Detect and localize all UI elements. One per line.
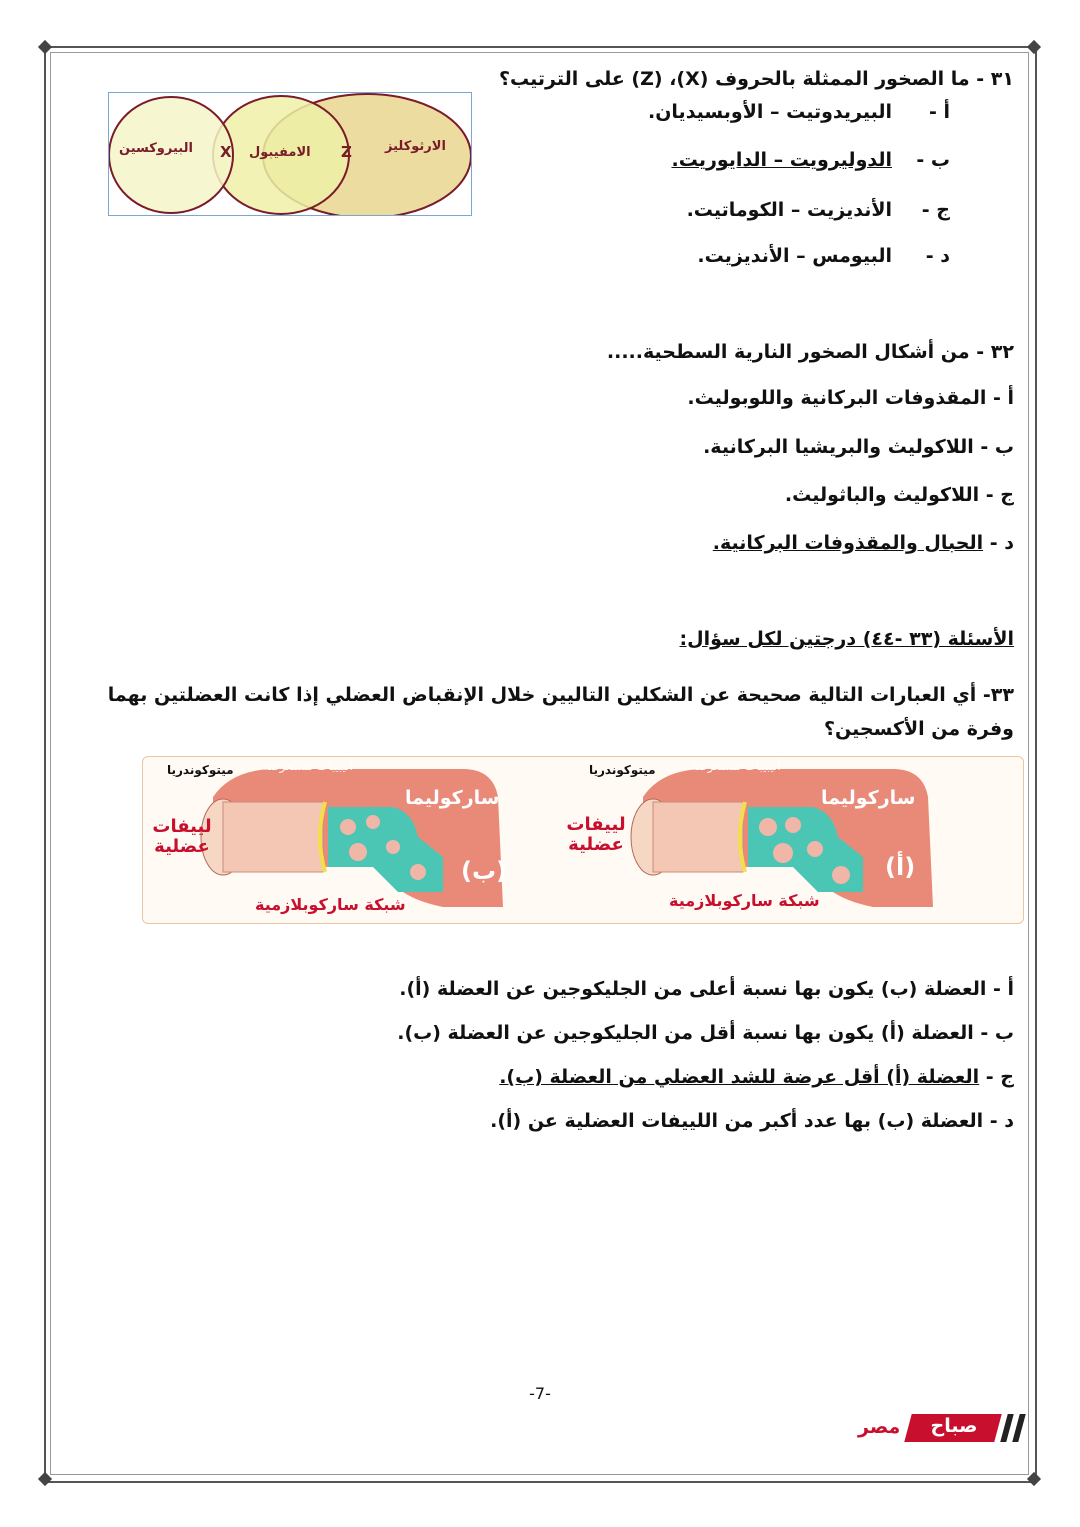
venn-letter-z: Z: [341, 143, 352, 161]
option-letter: ب -: [916, 149, 950, 171]
venn-label-pyroxene: البيروكسين: [119, 141, 193, 156]
option-letter: ج -: [921, 199, 950, 221]
muscle-b-fibrils: [223, 802, 323, 872]
logo-sub-text: مصر: [858, 1416, 901, 1438]
q33-question: ٣٣- أي العبارات التالية صحيحة عن الشكلين التاليين خلال الإنقباض العضلي إذا كانت العضلتين بهما وفرة من الأكسجين؟: [107, 684, 1014, 740]
q33-option-a[interactable]: [399, 978, 1014, 1000]
mito-dot: [759, 818, 777, 836]
option-letter: د -: [989, 1110, 1014, 1132]
brand-logo: [858, 1414, 1026, 1446]
section-header: الأسئلة (٣٣ -٤٤) درجتين لكل سؤال:: [679, 628, 1014, 650]
q32-question: ٣٢ - من أشكال الصخور النارية السطحية.....: [606, 341, 1014, 363]
option-letter: ج -: [985, 1066, 1014, 1088]
option-letter: ب -: [980, 1022, 1014, 1044]
label-reticulum-b: شبكة ساركوبلازمية: [255, 895, 406, 914]
label-fibrils-a: لييفات عضلية: [566, 814, 626, 855]
option-text: الدوليرويت – الدايوريت.: [671, 149, 892, 171]
option-text: اللاكوليث والباثوليث.: [784, 484, 980, 506]
muscle-figure: [142, 756, 1024, 924]
q32-option-d[interactable]: [713, 532, 1014, 554]
label-muscle-a: (أ): [885, 853, 916, 881]
option-text: الأنديزيت – الكوماتيت.: [686, 199, 892, 221]
option-text: الحبال والمقذوفات البركانية.: [712, 532, 984, 554]
q31-question: ٣١ - ما الصخور الممثلة بالحروف (X)، (Z) على الترتيب؟: [499, 68, 1014, 90]
q32-option-c[interactable]: [785, 484, 1014, 506]
page-number: -7-: [529, 1384, 551, 1403]
mito-dot: [349, 843, 367, 861]
q32-option-a[interactable]: [687, 387, 1014, 409]
label-muscle-b: (ب): [461, 857, 508, 885]
logo-bar: [1012, 1414, 1026, 1442]
mito-dot: [386, 840, 400, 854]
logo-brand-text: صباح: [930, 1415, 978, 1437]
mito-dot: [340, 819, 356, 835]
q33-option-b[interactable]: [397, 1022, 1014, 1044]
q33-option-d[interactable]: [490, 1110, 1014, 1132]
label-fibrils-b: لييفات عضلية: [152, 816, 212, 857]
option-letter: د -: [989, 532, 1014, 554]
mito-dot: [773, 843, 793, 863]
label-tubules-b: أنيبيبات مستعرضة: [263, 759, 353, 773]
option-text: العضلة (أ) أقل عرضة للشد العضلي من العضلة (ب).: [499, 1066, 980, 1088]
mito-dot: [366, 815, 380, 829]
label-mito-a: ميتوكوندريا: [589, 763, 656, 777]
venn-diagram: [108, 92, 472, 216]
option-text: البيريدوتيت – الأوبسيديان.: [647, 101, 892, 123]
option-letter: أ -: [992, 978, 1014, 1000]
q32-option-b[interactable]: [703, 436, 1014, 458]
option-text: البيومس – الأنديزيت.: [697, 245, 892, 267]
venn-label-orthoclase: الارثوكليز: [385, 139, 446, 154]
muscle-a-fibrils: [653, 802, 743, 872]
q33-option-c[interactable]: [499, 1066, 1014, 1088]
q31-option-a[interactable]: [648, 101, 950, 123]
mito-dot: [832, 866, 850, 884]
label-sarcolemma-a: ساركوليما: [821, 787, 916, 809]
q31-option-d[interactable]: [697, 245, 950, 267]
option-letter: أ -: [928, 101, 950, 123]
option-text: اللاكوليث والبريشيا البركانية.: [703, 436, 974, 458]
q31-option-b[interactable]: [671, 149, 950, 171]
mito-dot: [785, 817, 801, 833]
label-mito-b: ميتوكوندريا: [167, 763, 234, 777]
mito-dot: [410, 864, 426, 880]
option-text: العضلة (ب) بها عدد أكبر من اللييفات العضلية عن (أ).: [490, 1110, 984, 1132]
option-text: العضلة (ب) يكون بها نسبة أعلى من الجليكوجين عن العضلة (أ).: [399, 978, 987, 1000]
option-letter: د -: [925, 245, 950, 267]
label-tubules-a: أنيبيبات مستعرضة: [691, 759, 781, 773]
option-letter: ب -: [980, 436, 1014, 458]
option-letter: ج -: [985, 484, 1014, 506]
venn-letter-x: X: [220, 143, 232, 161]
logo-bar: [1000, 1414, 1014, 1442]
label-reticulum-a: شبكة ساركوبلازمية: [669, 891, 820, 910]
venn-label-amphibole: الامفيبول: [249, 145, 311, 160]
option-text: المقذوفات البركانية واللوبوليث.: [687, 387, 987, 409]
option-letter: أ -: [992, 387, 1014, 409]
option-text: العضلة (أ) يكون بها نسبة أقل من الجليكوجين عن العضلة (ب).: [397, 1022, 974, 1044]
mito-dot: [807, 841, 823, 857]
label-sarcolemma-b: ساركوليما: [405, 787, 500, 809]
q31-option-c[interactable]: [687, 199, 950, 221]
